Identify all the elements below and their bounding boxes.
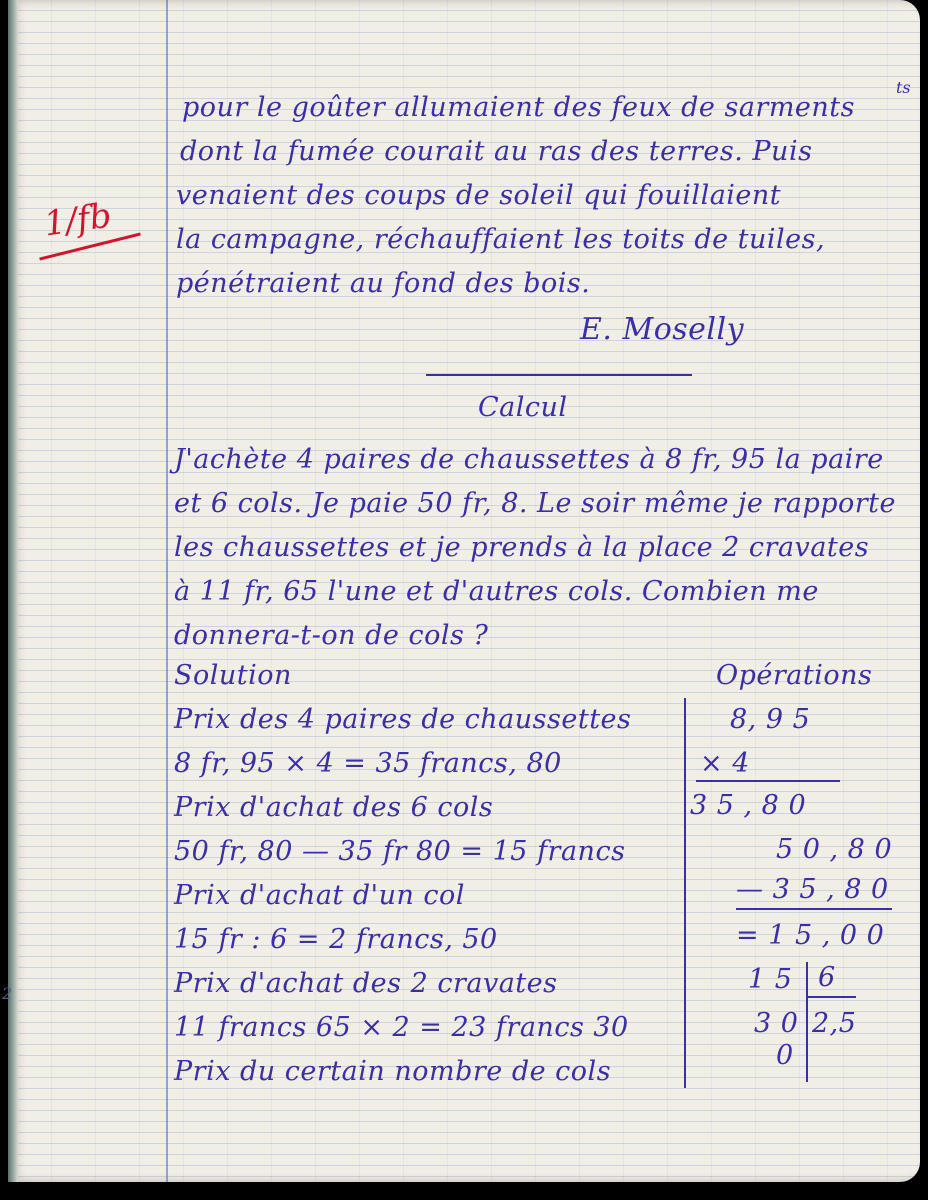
division-vertical-bar bbox=[806, 962, 808, 1082]
solution-line: Prix des 4 paires de chaussettes bbox=[174, 704, 632, 735]
solution-line: Prix d'achat des 2 cravates bbox=[174, 968, 558, 999]
solution-line: 11 francs 65 × 2 = 23 francs 30 bbox=[174, 1012, 629, 1043]
problem-line: à 11 fr, 65 l'une et d'autres cols. Combien me bbox=[174, 576, 819, 607]
solution-line: 50 fr, 80 — 35 fr 80 = 15 francs bbox=[174, 836, 626, 867]
problem-line: donnera-t-on de cols ? bbox=[174, 620, 489, 651]
signature: E. Moselly bbox=[580, 312, 745, 347]
division-quotient: 2,5 bbox=[812, 1008, 857, 1039]
problem-line: et 6 cols. Je paie 50 fr, 8. Le soir même je rapporte bbox=[174, 488, 897, 519]
subtraction-top: 5 0 , 8 0 bbox=[776, 834, 893, 865]
margin-line bbox=[166, 0, 168, 1182]
solution-heading: Solution bbox=[174, 660, 292, 691]
division-dividend: 1 5 bbox=[748, 964, 793, 995]
multiplication-factor: × 4 bbox=[700, 748, 750, 779]
division-divisor: 6 bbox=[818, 962, 836, 993]
subtraction-minus: — 3 5 , 8 0 bbox=[736, 874, 889, 905]
edge-note: 2 bbox=[2, 984, 13, 1003]
separator-rule bbox=[426, 374, 692, 376]
text-line: pénétraient au fond des bois. bbox=[176, 268, 591, 299]
multiplication-rule bbox=[696, 780, 840, 782]
text-line: la campagne, réchauffaient les toits de tuiles, bbox=[176, 224, 826, 255]
column-divider bbox=[684, 698, 686, 1088]
solution-line: Prix d'achat d'un col bbox=[174, 880, 465, 911]
text-line: venaient des coups de soleil qui fouillaient bbox=[176, 180, 782, 211]
subtraction-result: = 1 5 , 0 0 bbox=[736, 920, 885, 951]
solution-line: 8 fr, 95 × 4 = 35 francs, 80 bbox=[174, 748, 562, 779]
solution-line: 15 fr : 6 = 2 francs, 50 bbox=[174, 924, 498, 955]
grade-mark: 1/fb bbox=[41, 195, 114, 245]
division-horizontal-bar bbox=[806, 996, 856, 998]
multiplication-result: 3 5 , 8 0 bbox=[690, 790, 807, 821]
text-line: pour le goûter allumaient des feux de sarments bbox=[182, 92, 856, 123]
division-remainder: 0 bbox=[776, 1040, 794, 1071]
text-line: dont la fumée courait au ras des terres. Puis bbox=[180, 136, 813, 167]
multiplication-top: 8, 9 5 bbox=[730, 704, 811, 735]
problem-line: les chaussettes et je prends à la place 2 cravates bbox=[174, 532, 870, 563]
division-step: 3 0 bbox=[754, 1008, 799, 1039]
superscript-correction: ts bbox=[896, 78, 911, 97]
solution-line: Prix du certain nombre de cols bbox=[174, 1056, 612, 1087]
section-title: Calcul bbox=[478, 392, 568, 423]
notebook-binding bbox=[8, 0, 18, 1182]
problem-line: J'achète 4 paires de chaussettes à 8 fr, 95 la paire bbox=[174, 444, 884, 475]
solution-line: Prix d'achat des 6 cols bbox=[174, 792, 494, 823]
operations-heading: Opérations bbox=[716, 660, 873, 691]
subtraction-rule bbox=[736, 908, 892, 910]
